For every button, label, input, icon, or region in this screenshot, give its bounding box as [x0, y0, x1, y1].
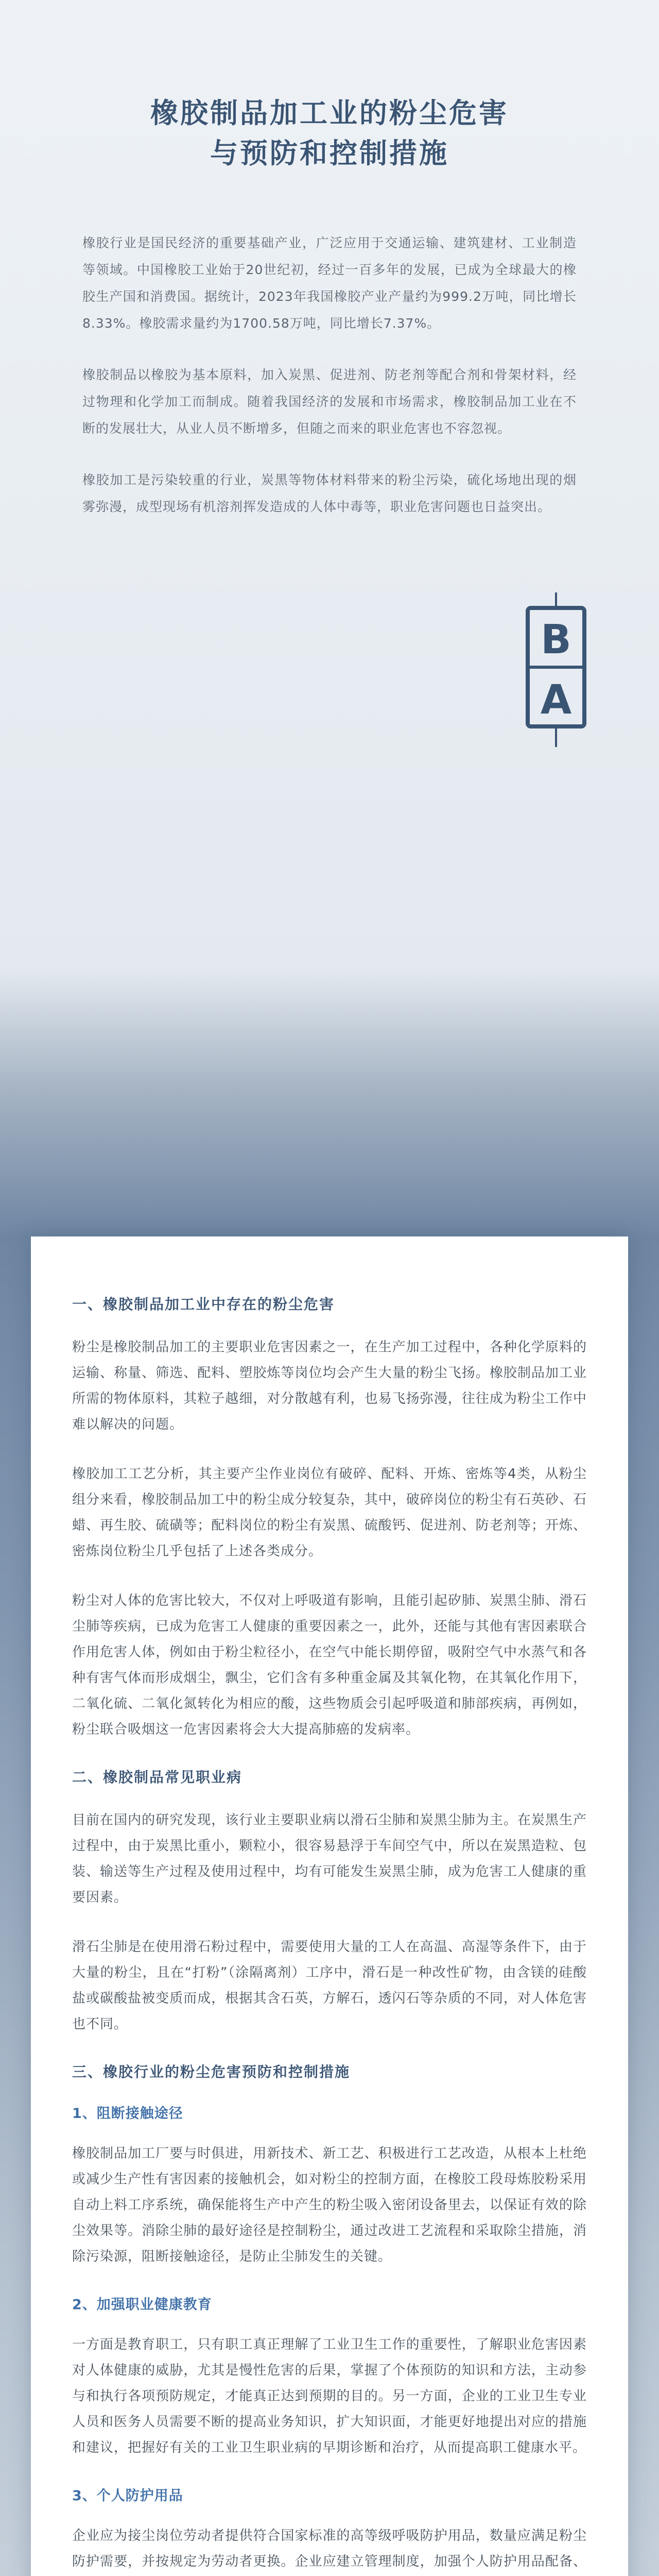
content-card [31, 1236, 628, 2576]
section-1-paragraph: 橡胶加工工艺分析，其主要产尘作业岗位有破碎、配料、开炼、密炼等4类，从粉尘组分来看，橡胶制品加工中的粉尘成分较复杂，其中，破碎岗位的粉尘有石英砂、石蜡、再生胶、硫磺等；配料岗位的粉尘有炭黑、硫酸钙、促进剂、防老剂等；开炼、密炼岗位粉尘几乎包括了上述各类成分。 [72, 1466, 587, 1559]
intro-text [82, 230, 577, 520]
title-line-2: 与预防和控制措施 [210, 137, 449, 170]
subsection-title: 3、个人防护用品 [72, 2488, 183, 2504]
section-title-2: 二、橡胶制品常见职业病 [72, 1769, 242, 1786]
hero-section [0, 0, 659, 969]
intro-paragraph: 橡胶加工是污染较重的行业，炭黑等物体材料带来的粉尘污染，硫化场地出现的烟雾弥漫，成型现场有机溶剂挥发造成的人体中毒等，职业危害问题也日益突出。 [82, 472, 577, 514]
intro-paragraph: 橡胶行业是国民经济的重要基础产业，广泛应用于交通运输、建筑建材、工业制造等领域。中国橡胶工业始于20世纪初，经过一百多年的发展，已成为全球最大的橡胶生产国和消费国。据统计，2023年我国橡胶产业产量约为999.2万吨，同比增长8.33%。橡胶需求量约为1700.58万吨，同比增长7.37%。 [82, 235, 577, 331]
intro-paragraph: 橡胶制品以橡胶为基本原料，加入炭黑、促进剂、防老剂等配合剂和骨架材料，经过物理和化学加工而制成。随着我国经济的发展和市场需求，橡胶制品加工业在不断的发展壮大，从业人员不断增多，但随之而来的职业危害也不容忽视。 [82, 367, 577, 436]
section-1-paragraph: 粉尘对人体的危害比较大，不仅对上呼吸道有影响，且能引起矽肺、炭黑尘肺、滑石尘肺等疾病，已成为危害工人健康的重要因素之一，此外，还能与其他有害因素联合作用危害人体，例如由于粉尘粒径小，在空气中能长期停留，吸附空气中水蒸气和各种有害气体而形成烟尘，飘尘，它们含有多种重金属及其氧化物，在其氧化作用下，二氧化硫、二氧化氮转化为相应的酸，这些物质会引起呼吸道和肺部疾病，再例如，粉尘联合吸烟这一危害因素将会大大提高肺癌的发病率。 [72, 1593, 587, 1737]
title-line-1: 橡胶制品加工业的粉尘危害 [150, 96, 509, 129]
section-2-paragraph: 目前在国内的研究发现，该行业主要职业病以滑石尘肺和炭黑尘肺为主。在炭黑生产过程中，由于炭黑比重小，颗粒小，很容易悬浮于车间空气中，所以在炭黑造粒、包装、输送等生产过程及使用过程中，均有可能发生炭黑尘肺，成为危害工人健康的重要因素。 [72, 1812, 587, 1905]
page-title [0, 93, 659, 173]
content-section [0, 1236, 659, 2576]
subsection-paragraph: 企业应为接尘岗位劳动者提供符合国家标准的高等级呼吸防护用品，数量应满足粉尘防护需要，并按规定为劳动者更换。企业应建立管理制度，加强个人防护用品配备、 [72, 2528, 587, 2569]
badge-letter-b: B [541, 617, 571, 663]
section-1-paragraph: 粉尘是橡胶制品加工的主要职业危害因素之一，在生产加工过程中，各种化学原料的运输、称量、筛选、配料、塑胶炼等岗位均会产生大量的粉尘飞扬。橡胶制品加工业所需的物体原料，其粒子越细，对分散越有利，也易飞扬弥漫，往往成为粉尘工作中难以解决的问题。 [72, 1340, 587, 1432]
badge-letter-a: A [540, 677, 572, 723]
section-title-1: 一、橡胶制品加工业中存在的粉尘危害 [72, 1296, 335, 1313]
gradient-divider [0, 969, 659, 1236]
subsection-title: 2、加强职业健康教育 [72, 2297, 212, 2313]
subsection-title: 1、阻断接触途径 [72, 2106, 183, 2122]
section-title-3: 三、橡胶行业的粉尘危害预防和控制措施 [72, 2063, 351, 2080]
subsection-paragraph: 一方面是教育职工，只有职工真正理解了工业卫生工作的重要性，了解职业危害因素对人体健康的威胁，尤其是慢性危害的后果，掌握了个体预防的知识和方法，主动参与和执行各项预防规定，才能真正达到预期的目的。另一方面，企业的工业卫生专业人员和医务人员需要不断的提高业务知识，扩大知识面，才能更好地提出对应的措施和建议，把握好有关的工业卫生职业病的早期诊断和治疗，从而提高职工健康水平。 [72, 2337, 587, 2455]
ba-logo-icon [520, 592, 592, 747]
section-2-paragraph: 滑石尘肺是在使用滑石粉过程中，需要使用大量的工人在高温、高湿等条件下，由于大量的粉尘，且在“打粉”（涂隔离剂）工序中，滑石是一种改性矿物，由含镁的硅酸盐或碳酸盐被变质而成，根据其含石英，方解石，透闪石等杂质的不同，对人体危害也不同。 [72, 1939, 587, 2032]
subsection-paragraph: 橡胶制品加工厂要与时俱进，用新技术、新工艺、积极进行工艺改造，从根本上杜绝或减少生产性有害因素的接触机会，如对粉尘的控制方面，在橡胶工段母炼胶粉采用自动上料工序系统，确保能将生产中产生的粉尘吸入密闭设备里去，以保证有效的除尘效果等。消除尘肺的最好途径是控制粉尘，通过改进工艺流程和采取除尘措施，消除污染源，阻断接触途径，是防止尘肺发生的关键。 [72, 2146, 587, 2264]
